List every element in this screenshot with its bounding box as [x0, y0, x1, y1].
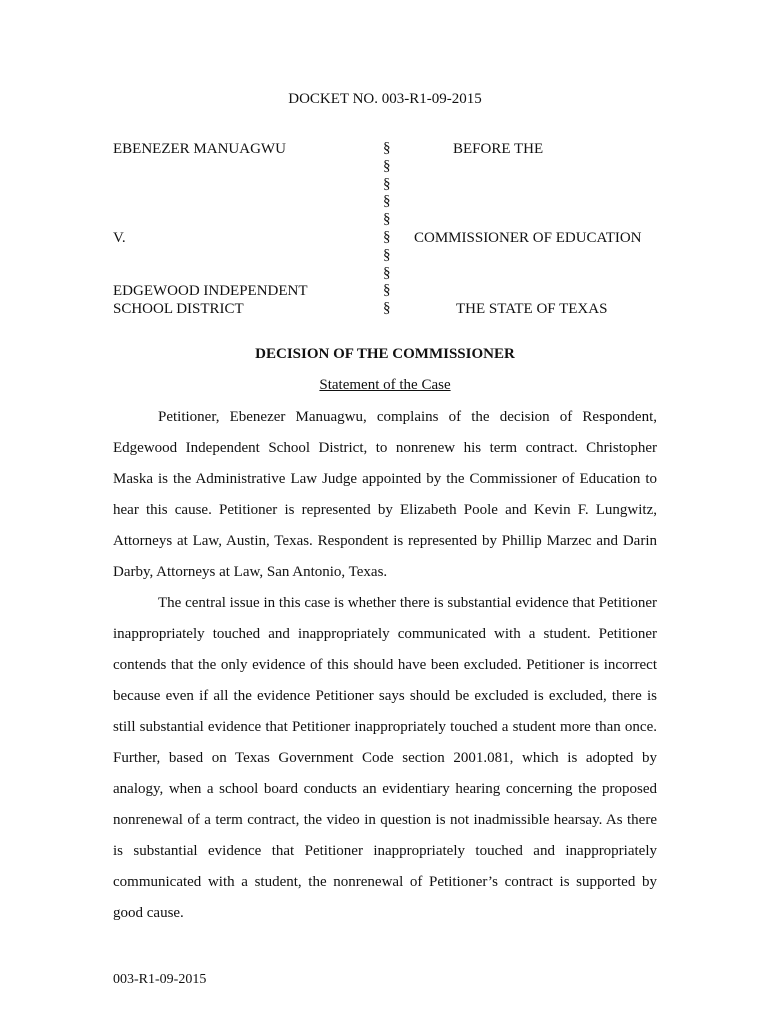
- page-footer: 003-R1-09-2015: [113, 972, 207, 987]
- respondent-name-line2: SCHOOL DISTRICT: [113, 301, 244, 317]
- paragraph: Petitioner, Ebenezer Manuagwu, complains of the decision of Respondent, Edgewood Independent School District, to nonrenew his term contract. Christopher Maska is the Administrative Law Judge appointed by the Commissioner of Education to hear this cause. Petitioner is represented by Elizabeth Poole and Kevin F. Lungwitz, Attorneys at Law, Austin, Texas. Respondent is represented by Phillip Marzec and Darin Darby, Attorneys at Law, San Antonio, Texas.: [113, 409, 657, 580]
- section-symbol: §: [383, 264, 391, 281]
- before-the-label: BEFORE THE: [453, 141, 544, 157]
- section-symbol: §: [383, 211, 391, 228]
- section-symbol-column: [383, 140, 391, 318]
- paragraph: The central issue in this case is whether there is substantial evidence that Petitioner inappropriately touched and inappropriately communicated with a student. Petitioner contends that the only evidence of this should have been excluded. Petitioner is incorrect because even if all the evidence Petitioner says should be excluded is excluded, there is still substantial evidence that Petitioner inappropriately touched a student more than once. Further, based on Texas Government Code section 2001.081, which is adopted by analogy, when a school board conducts an evidentiary hearing concerning the proposed nonrenewal of a term contract, the video in question is not inadmissible hearsay. As there is substantial evidence that Petitioner inappropriately touched and inappropriately communicated with a student, the nonrenewal of Petitioner’s contract is supported by good cause.: [113, 595, 657, 921]
- section-symbol: §: [383, 300, 391, 317]
- respondent-name-line1: EDGEWOOD INDEPENDENT: [113, 283, 308, 299]
- section-symbol: §: [383, 140, 391, 156]
- section-symbol: §: [383, 157, 391, 174]
- section-symbol: §: [383, 193, 391, 210]
- state-label: THE STATE OF TEXAS: [456, 301, 608, 317]
- section-heading: Statement of the Case: [319, 377, 451, 393]
- section-symbol: §: [383, 175, 391, 192]
- commissioner-label: COMMISSIONER OF EDUCATION: [414, 230, 642, 246]
- body-text: [113, 402, 657, 929]
- petitioner-name: EBENEZER MANUAGWU: [113, 141, 286, 157]
- versus-label: V.: [113, 230, 126, 246]
- case-caption: [113, 140, 663, 330]
- section-symbol: §: [383, 282, 391, 299]
- section-symbol: §: [383, 246, 391, 263]
- section-symbol: §: [383, 228, 391, 245]
- docket-number: DOCKET NO. 003-R1-09-2015: [288, 91, 482, 107]
- decision-title: DECISION OF THE COMMISSIONER: [255, 346, 515, 362]
